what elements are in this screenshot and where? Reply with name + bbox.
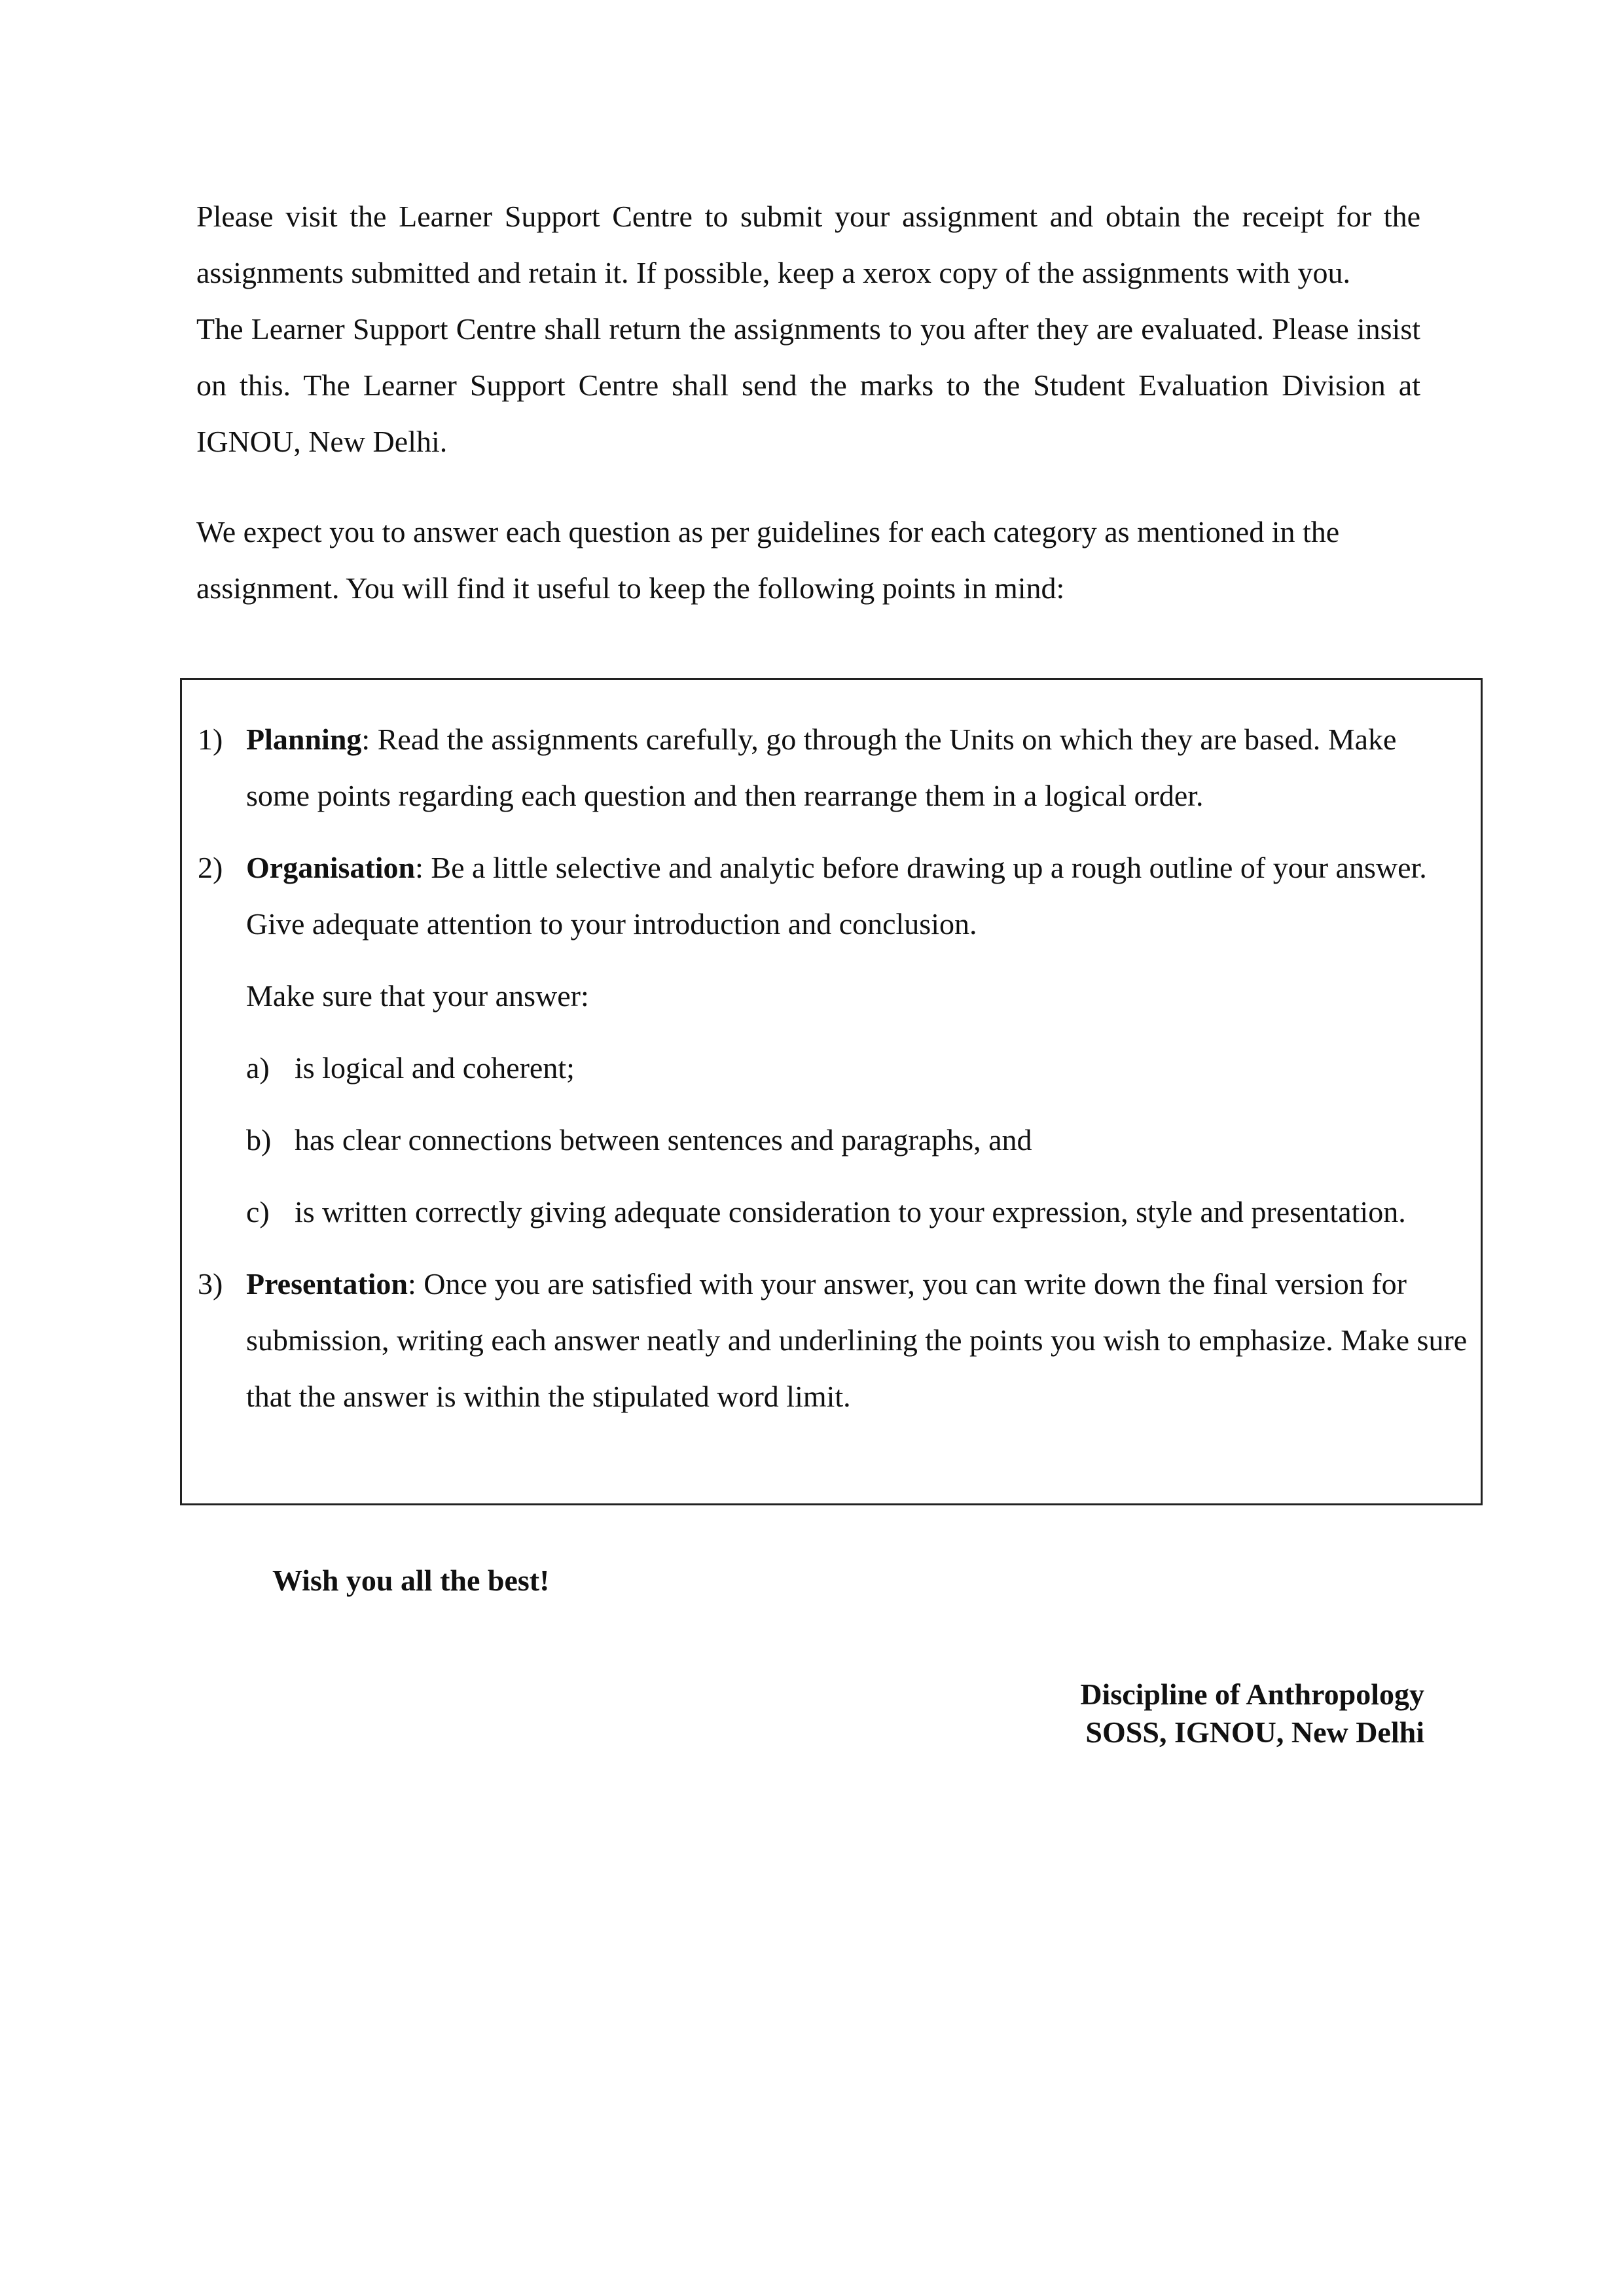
- intro-paragraph-expectations: We expect you to answer each question as per guidelines for each category as mentioned in the assignment. You will find it useful to keep the following points in mind:: [196, 515, 1340, 605]
- guideline-text: : Once you are satisfied with your answer, you can write down the final version for submission, writing each answer neatly and underlining the points you wish to emphasize. Make sure that the answer is within the stipulated word limit.: [246, 1267, 1468, 1413]
- answer-check-text: is written correctly giving adequate consideration to your expression, style and presentation.: [295, 1195, 1406, 1229]
- guideline-text: : Read the assignments carefully, go through the Units on which they are based. Make some points regarding each question and then rearrange them in a logical order.: [246, 723, 1397, 812]
- guideline-title: Presentation: [246, 1267, 408, 1300]
- answer-check-text: is logical and coherent;: [295, 1051, 575, 1085]
- signature-department: Discipline of Anthropology: [1080, 1677, 1424, 1711]
- intro-section: [196, 188, 1420, 617]
- guideline-number: 2): [198, 851, 223, 884]
- guideline-number: 3): [198, 1267, 223, 1300]
- guidelines-list: [198, 711, 1468, 1441]
- intro-paragraph-submission: Please visit the Learner Support Centre to submit your assignment and obtain the receipt for the assignments submitted and retain it. If possible, keep a xerox copy of the assignments with you.: [196, 200, 1420, 289]
- answer-check-item: [198, 1184, 1468, 1240]
- answer-check-text: has clear connections between sentences and paragraphs, and: [295, 1123, 1032, 1157]
- closing-wish: Wish you all the best!: [272, 1564, 550, 1597]
- answer-check-letter: c): [246, 1195, 270, 1229]
- signature-institution: SOSS, IGNOU, New Delhi: [1085, 1715, 1424, 1749]
- answer-check-item: [198, 1040, 1468, 1096]
- signature-block: [1080, 1676, 1424, 1751]
- guideline-title: Planning: [246, 723, 362, 756]
- intro-paragraph-return: The Learner Support Centre shall return the assignments to you after they are evaluated. Please insist on this. The Learner Support Centre shall send the marks to the Student Evaluation Division at IGNOU, New Delhi.: [196, 312, 1420, 458]
- make-sure-intro: Make sure that your answer:: [246, 979, 589, 1013]
- guideline-organisation: [198, 840, 1468, 952]
- guideline-presentation: [198, 1256, 1468, 1425]
- guideline-title: Organisation: [246, 851, 416, 884]
- guideline-text: : Be a little selective and analytic before drawing up a rough outline of your answer. Give adequate attention to your introduction and conclusion.: [246, 851, 1427, 941]
- answer-check-letter: a): [246, 1051, 270, 1085]
- guidelines-box: [180, 678, 1483, 1505]
- guideline-number: 1): [198, 723, 223, 756]
- answer-check-item: [198, 1112, 1468, 1168]
- guideline-planning: [198, 711, 1468, 824]
- answer-check-letter: b): [246, 1123, 272, 1157]
